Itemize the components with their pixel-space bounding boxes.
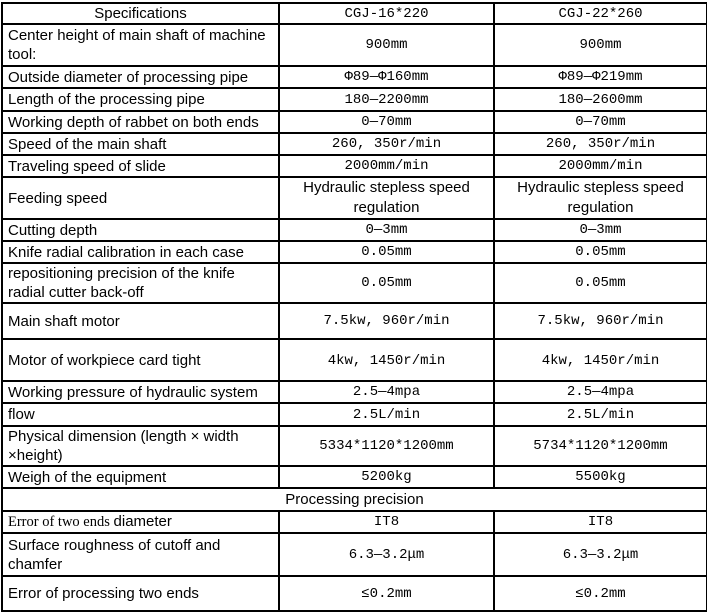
header-model-cgj22: CGJ-22*260 bbox=[494, 3, 707, 24]
spec-value-model2: 7.5kw, 960r/min bbox=[494, 303, 707, 339]
spec-value-model2: 900mm bbox=[494, 24, 707, 66]
row-outside-diameter bbox=[2, 66, 707, 88]
spec-value-model2: 6.3—3.2μm bbox=[494, 533, 707, 576]
spec-value-model1: 4kw, 1450r/min bbox=[279, 339, 494, 381]
spec-value-model1: Φ89—Φ160mm bbox=[279, 66, 494, 88]
spec-name: Main shaft motor bbox=[2, 303, 279, 339]
spec-value-model1: 7.5kw, 960r/min bbox=[279, 303, 494, 339]
spec-name: Cutting depth bbox=[2, 219, 279, 241]
spec-value-model1: IT8 bbox=[279, 511, 494, 533]
spec-value-model2: 0—70mm bbox=[494, 111, 707, 133]
spec-value-model2: 0.05mm bbox=[494, 241, 707, 263]
row-rabbet-depth bbox=[2, 111, 707, 133]
row-feeding-speed bbox=[2, 177, 707, 219]
row-center-height bbox=[2, 24, 707, 66]
row-physical-dimension bbox=[2, 426, 707, 466]
spec-value-model2: 5500kg bbox=[494, 466, 707, 488]
spec-value-model1: 0—3mm bbox=[279, 219, 494, 241]
section-title: Processing precision bbox=[2, 488, 707, 511]
row-two-ends-diameter-error bbox=[2, 511, 707, 533]
spec-value-model1: 900mm bbox=[279, 24, 494, 66]
spec-name: flow bbox=[2, 403, 279, 426]
spec-value-model2: Hydraulic stepless speed regulation bbox=[494, 177, 707, 219]
spec-name: Motor of workpiece card tight bbox=[2, 339, 279, 381]
spec-value-model1: 0—70mm bbox=[279, 111, 494, 133]
spec-value-model1: Hydraulic stepless speed regulation bbox=[279, 177, 494, 219]
spec-value-model1: 2.5—4mpa bbox=[279, 381, 494, 403]
spec-value-model1: 0.05mm bbox=[279, 263, 494, 303]
row-cutting-depth bbox=[2, 219, 707, 241]
spec-name: Knife radial calibration in each case bbox=[2, 241, 279, 263]
spec-value-model1: 2.5L/min bbox=[279, 403, 494, 426]
spec-value-model2: 260, 350r/min bbox=[494, 133, 707, 155]
spec-value-model1: 2000mm/min bbox=[279, 155, 494, 177]
spec-value-model1: 0.05mm bbox=[279, 241, 494, 263]
spec-value-model2: 4kw, 1450r/min bbox=[494, 339, 707, 381]
spec-value-model2: Φ89—Φ219mm bbox=[494, 66, 707, 88]
spec-name: Working depth of rabbet on both ends bbox=[2, 111, 279, 133]
spec-value-model1: 5334*1120*1200mm bbox=[279, 426, 494, 466]
spec-name: Outside diameter of processing pipe bbox=[2, 66, 279, 88]
spec-name: Weigh of the equipment bbox=[2, 466, 279, 488]
row-workpiece-motor bbox=[2, 339, 707, 381]
header-specifications: Specifications bbox=[2, 3, 279, 24]
spec-name: Working pressure of hydraulic system bbox=[2, 381, 279, 403]
spec-value-model2: IT8 bbox=[494, 511, 707, 533]
spec-name-sans-part: diameter bbox=[113, 513, 172, 530]
spec-name: Length of the processing pipe bbox=[2, 88, 279, 111]
spec-value-model1: 180—2200mm bbox=[279, 88, 494, 111]
spec-name: Surface roughness of cutoff and chamfer bbox=[2, 533, 279, 576]
spec-value-model1: 6.3—3.2μm bbox=[279, 533, 494, 576]
spec-name: Feeding speed bbox=[2, 177, 279, 219]
spec-value-model1: 260, 350r/min bbox=[279, 133, 494, 155]
row-hydraulic-pressure bbox=[2, 381, 707, 403]
spec-value-model2: 0—3mm bbox=[494, 219, 707, 241]
spec-value-model2: 2.5—4mpa bbox=[494, 381, 707, 403]
spec-value-model2: 2.5L/min bbox=[494, 403, 707, 426]
row-flow bbox=[2, 403, 707, 426]
spec-name-serif-part: Error of two ends bbox=[8, 514, 114, 530]
spec-value-model2: 5734*1120*1200mm bbox=[494, 426, 707, 466]
spec-value-model1: 5200kg bbox=[279, 466, 494, 488]
row-main-shaft-speed bbox=[2, 133, 707, 155]
spec-name: Traveling speed of slide bbox=[2, 155, 279, 177]
header-row bbox=[2, 3, 707, 24]
spec-name: repositioning precision of the knife radial cutter back-off bbox=[2, 263, 279, 303]
spec-name: Physical dimension (length × width ×height) bbox=[2, 426, 279, 466]
spec-name: Center height of main shaft of machine tool: bbox=[2, 24, 279, 66]
row-slide-speed bbox=[2, 155, 707, 177]
spec-name bbox=[2, 511, 279, 533]
row-surface-roughness bbox=[2, 533, 707, 576]
row-knife-calibration bbox=[2, 241, 707, 263]
spec-value-model2: 0.05mm bbox=[494, 263, 707, 303]
spec-value-model2: 2000mm/min bbox=[494, 155, 707, 177]
spec-value-model1: ≤0.2mm bbox=[279, 576, 494, 611]
header-model-cgj16: CGJ-16*220 bbox=[279, 3, 494, 24]
row-equipment-weight bbox=[2, 466, 707, 488]
row-repositioning-precision bbox=[2, 263, 707, 303]
spec-value-model2: 180—2600mm bbox=[494, 88, 707, 111]
section-row-processing-precision bbox=[2, 488, 707, 511]
row-pipe-length bbox=[2, 88, 707, 111]
row-main-shaft-motor bbox=[2, 303, 707, 339]
specifications-table bbox=[1, 2, 707, 612]
row-two-ends-processing-error bbox=[2, 576, 707, 611]
spec-name: Error of processing two ends bbox=[2, 576, 279, 611]
spec-value-model2: ≤0.2mm bbox=[494, 576, 707, 611]
spec-name: Speed of the main shaft bbox=[2, 133, 279, 155]
